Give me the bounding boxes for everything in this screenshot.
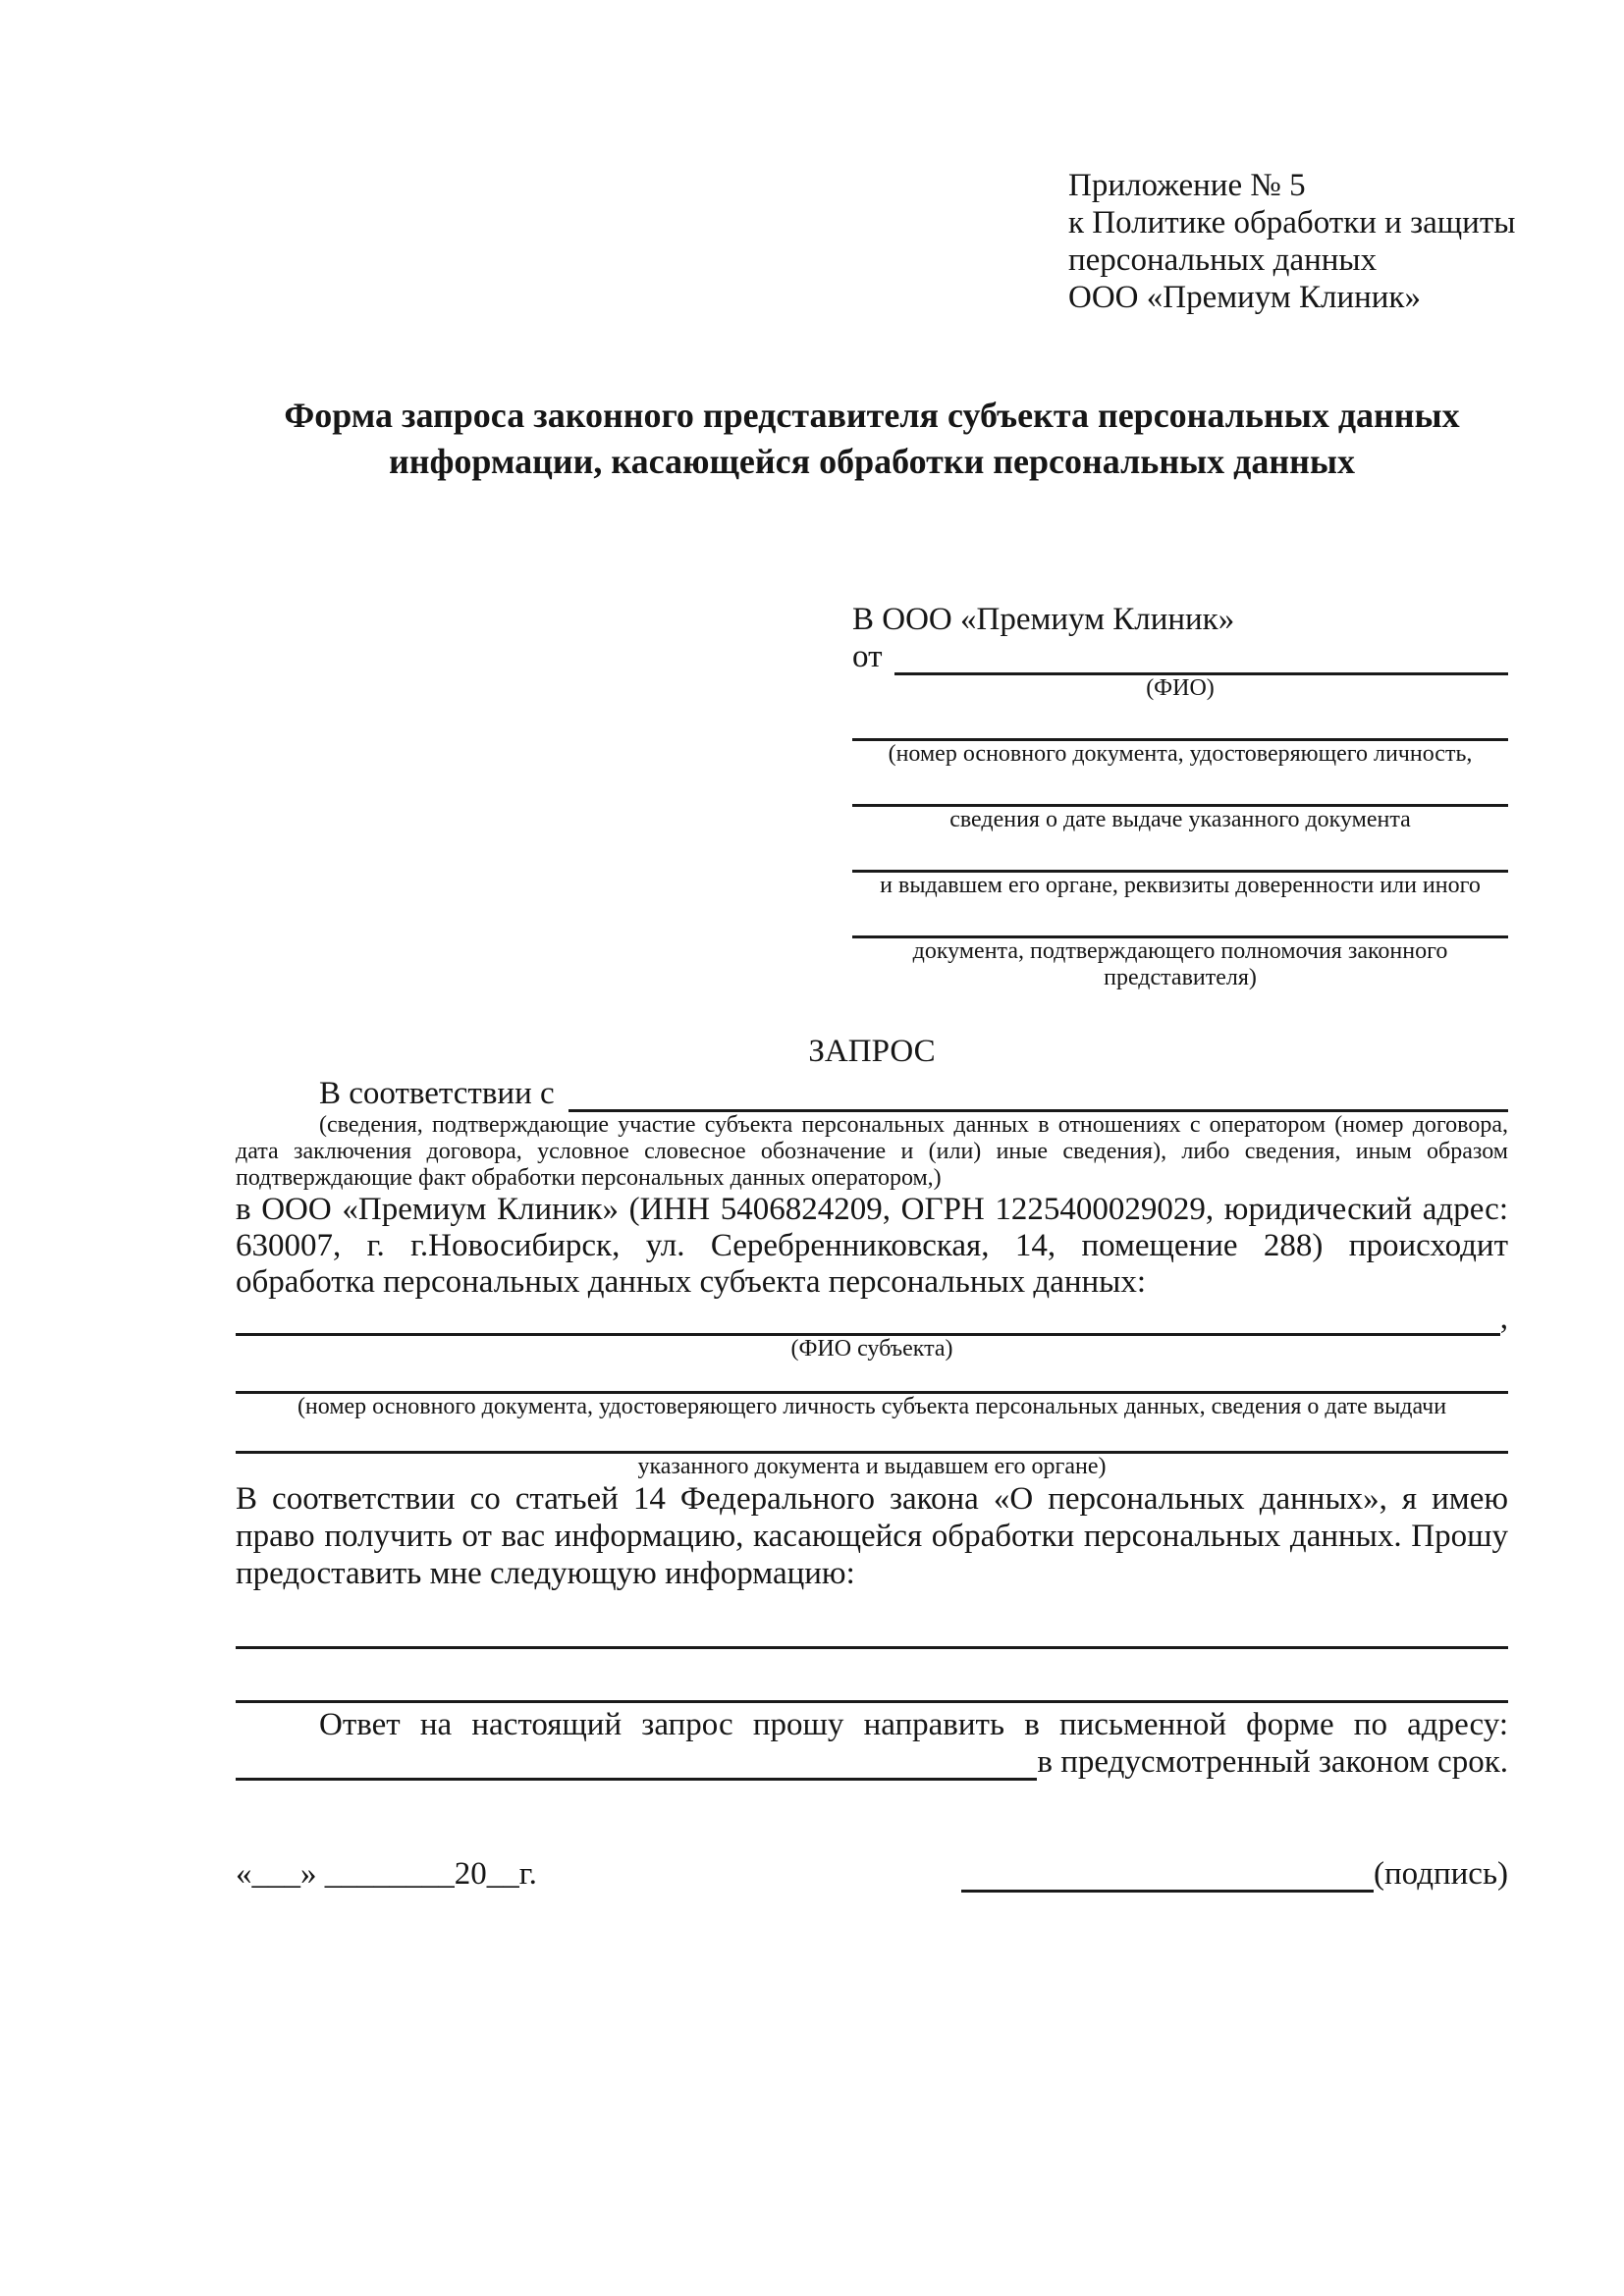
subject-fio-blank-line[interactable]: [236, 1307, 1500, 1336]
from-row: [852, 638, 1508, 675]
recipient-block: [852, 601, 1508, 991]
basis-label: В соответствии с: [319, 1076, 555, 1111]
law-paragraph: В соответствии со статьей 14 Федерального закона «О персональных данных», я имею право получить от вас информацию, касающейся обработки персональных данных. Прошу предоставить мне следующую информацию:: [236, 1481, 1508, 1591]
subject-doc-caption-1: (номер основного документа, удостоверяющего личность субъекта персональных данных, сведения о дате выдачи: [297, 1394, 1447, 1419]
request-heading: ЗАПРОС: [808, 1034, 936, 1069]
reply-paragraph: Ответ на настоящий запрос прошу направить в письменной форме по адресу:: [319, 1707, 1508, 1742]
signature-caption: (подпись): [1374, 1856, 1508, 1892]
document-title: Форма запроса законного представителя субъекта персональных данных информации, касающейся обработки персональных данных: [284, 396, 1460, 481]
representative-doc-blank-group: [852, 702, 1508, 768]
basis-blank-line[interactable]: [568, 1080, 1508, 1112]
representative-doc-blank-group: [852, 833, 1508, 899]
recipient-organization: В ООО «Премиум Клиник»: [852, 602, 1235, 637]
representative-doc-blank-line-2[interactable]: [852, 768, 1508, 807]
signature-area: [961, 1855, 1508, 1893]
reply-tail-text: в предусмотренный законом срок.: [1037, 1744, 1508, 1780]
representative-doc-caption-4: документа, подтверждающего полномочия законного представителя): [912, 938, 1448, 990]
date-blank[interactable]: «___» ________20__г.: [236, 1856, 537, 1892]
subject-doc-caption-2: указанного документа и выдавшем его органе): [637, 1454, 1107, 1479]
representative-doc-blank-line-1[interactable]: [852, 702, 1508, 741]
requested-info-blank-line-1[interactable]: [236, 1592, 1508, 1649]
subject-doc-blank-group: [236, 1420, 1508, 1480]
subject-fio-caption: (ФИО субъекта): [790, 1336, 953, 1362]
subject-doc-blank-line-1[interactable]: [236, 1362, 1508, 1394]
representative-doc-blank-group: [852, 768, 1508, 833]
requested-info-blank-line-2[interactable]: [236, 1649, 1508, 1703]
operator-paragraph: в ООО «Премиум Клиник» (ИНН 5406824209, ОГРН 1225400029029, юридический адрес: 630007, г. г.Новосибирск, ул. Серебренниковская, 14, помещение 288) происходит обработка персональных данных субъекта персональных данных:: [236, 1192, 1508, 1300]
appendix-header-line: к Политике обработки и защиты: [1068, 205, 1516, 240]
representative-fio-caption: (ФИО): [1146, 675, 1215, 701]
basis-row: [236, 1075, 1508, 1112]
signature-blank-line[interactable]: [961, 1858, 1374, 1893]
representative-doc-blank-line-4[interactable]: [852, 899, 1508, 938]
appendix-header-line: ООО «Премиум Клиник»: [1068, 280, 1421, 315]
subject-doc-blank-group: [236, 1362, 1508, 1420]
representative-fio-blank-line[interactable]: [894, 643, 1509, 675]
subject-fio-row: [236, 1301, 1508, 1336]
reply-address-row: [236, 1743, 1508, 1781]
signature-row: [236, 1855, 1508, 1893]
representative-doc-caption-3: и выдавшем его органе, реквизиты доверенности или иного: [880, 873, 1481, 898]
reply-address-blank-line[interactable]: [236, 1746, 1037, 1781]
representative-doc-blank-group: [852, 899, 1508, 991]
representative-doc-caption-1: (номер основного документа, удостоверяющего личность,: [888, 741, 1473, 767]
appendix-header: [1068, 167, 1516, 316]
representative-doc-blank-line-3[interactable]: [852, 833, 1508, 873]
subject-doc-blank-line-2[interactable]: [236, 1420, 1508, 1454]
subject-trailing-comma: ,: [1499, 1301, 1508, 1336]
basis-caption: (сведения, подтверждающие участие субъекта персональных данных в отношениях с оператором (номер договора, дата заключения договора, условное словесное обозначение и (или) иные сведения), либо сведения, иным образом подтверждающие факт обработки персональных данных оператором,): [236, 1112, 1508, 1191]
appendix-header-line: персональных данных: [1068, 242, 1378, 278]
from-label: от: [852, 639, 883, 674]
appendix-header-line: Приложение № 5: [1068, 168, 1306, 203]
representative-doc-caption-2: сведения о дате выдаче указанного документа: [949, 807, 1411, 832]
